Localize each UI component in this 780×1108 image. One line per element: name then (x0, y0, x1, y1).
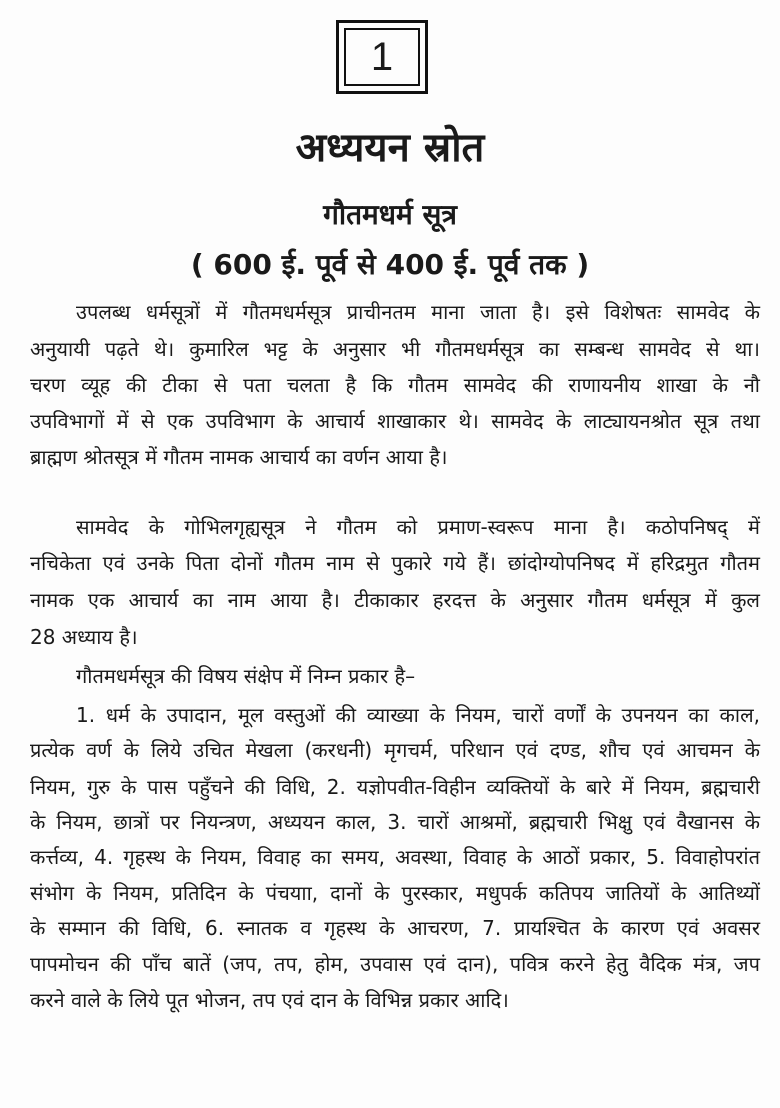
section-subtitle: गौतमधर्म सूत्र (323, 198, 457, 231)
chapter-title: अध्ययन स्रोत (295, 125, 485, 171)
text-line: चरण व्यूह की टीका से पता चलता है कि गौतम सामवेद की राणायनीय शाखा के नौ (30, 373, 760, 397)
text-line: नियम, गुरु के पास पहुँचने की विधि, 2. यज्ञोपवीत-विहीन व्यक्तियों के बारे में नियम, ब्रह्मचारी (30, 775, 760, 799)
text-line: कर्त्तव्य, 4. गृहस्थ के नियम, विवाह का समय, अवस्था, विवाह के आठों प्रकार, 5. विवाहोपरांत (30, 845, 760, 869)
section-period: ( 600 ई. पूर्व से 400 ई. पूर्व तक ) (190, 248, 590, 281)
chapter-number-box (336, 20, 428, 94)
text-line: संभोग के नियम, प्रतिदिन के पंचयाा, दानों के पुरस्कार, मधुपर्क कतिपय जातियों के आतिथ्यों (30, 881, 760, 905)
text-line: के नियम, छात्रों पर नियन्त्रण, अध्ययन काल, 3. चारों आश्रमों, ब्रह्मचारी भिक्षु एवं वैखानस के (30, 810, 760, 834)
chapter-number: 1 (344, 28, 420, 86)
text-line: पापमोचन की पाँच बातें (जप, तप, होम, उपवास एवं दान), पवित्र करने हेतु वैदिक मंत्र, जप (30, 952, 760, 976)
text-line: उपलब्ध धर्मसूत्रों में गौतमधर्मसूत्र प्राचीनतम माना जाता है। इसे विशेषतः सामवेद के (76, 300, 760, 324)
text-line: के सम्मान की विधि, 6. स्नातक व गृहस्थ के आचरण, 7. प्रायश्चित के कारण एवं अवसर (30, 916, 760, 940)
text-line: नामक एक आचार्य का नाम आया है। टीकाकार हरदत्त के अनुसार गौतम धर्मसूत्र में कुल (30, 588, 760, 612)
text-line: 28 अध्याय है। (30, 625, 138, 649)
text-line: करने वाले के लिये पूत भोजन, तप एवं दान के विभिन्न प्रकार आदि। (30, 988, 509, 1012)
text-line: नचिकेता एवं उनके पिता दोनों गौतम नाम से पुकारे गये हैं। छांदोग्योपनिषद में हरिद्रमुत गौतम (30, 551, 760, 575)
text-line: उपविभागों में से एक उपविभाग के आचार्य शाखाकार थे। सामवेद के लाट्यायनश्रोत सूत्र तथा (30, 409, 760, 433)
text-line: गौतमधर्मसूत्र की विषय संक्षेप में निम्न प्रकार है– (76, 664, 416, 688)
text-line: 1. धर्म के उपादान, मूल वस्तुओं की व्याख्या के नियम, चारों वर्णों के उपनयन का काल, (76, 703, 760, 727)
text-line: अनुयायी पढ़ते थे। कुमारिल भट्ट के अनुसार भी गौतमधर्मसूत्र का सम्बन्ध सामवेद से था। (30, 337, 760, 361)
text-line: प्रत्येक वर्ण के लिये उचित मेखला (करधनी) मृगचर्म, परिधान एवं दण्ड, शौच एवं आचमन के (30, 738, 760, 762)
text-line: ब्राह्मण श्रोतसूत्र में गौतम नामक आचार्य का वर्णन आया है। (30, 445, 448, 469)
text-line: सामवेद के गोभिलगृह्यसूत्र ने गौतम को प्रमाण-स्वरूप माना है। कठोपनिषद् में (76, 515, 760, 539)
